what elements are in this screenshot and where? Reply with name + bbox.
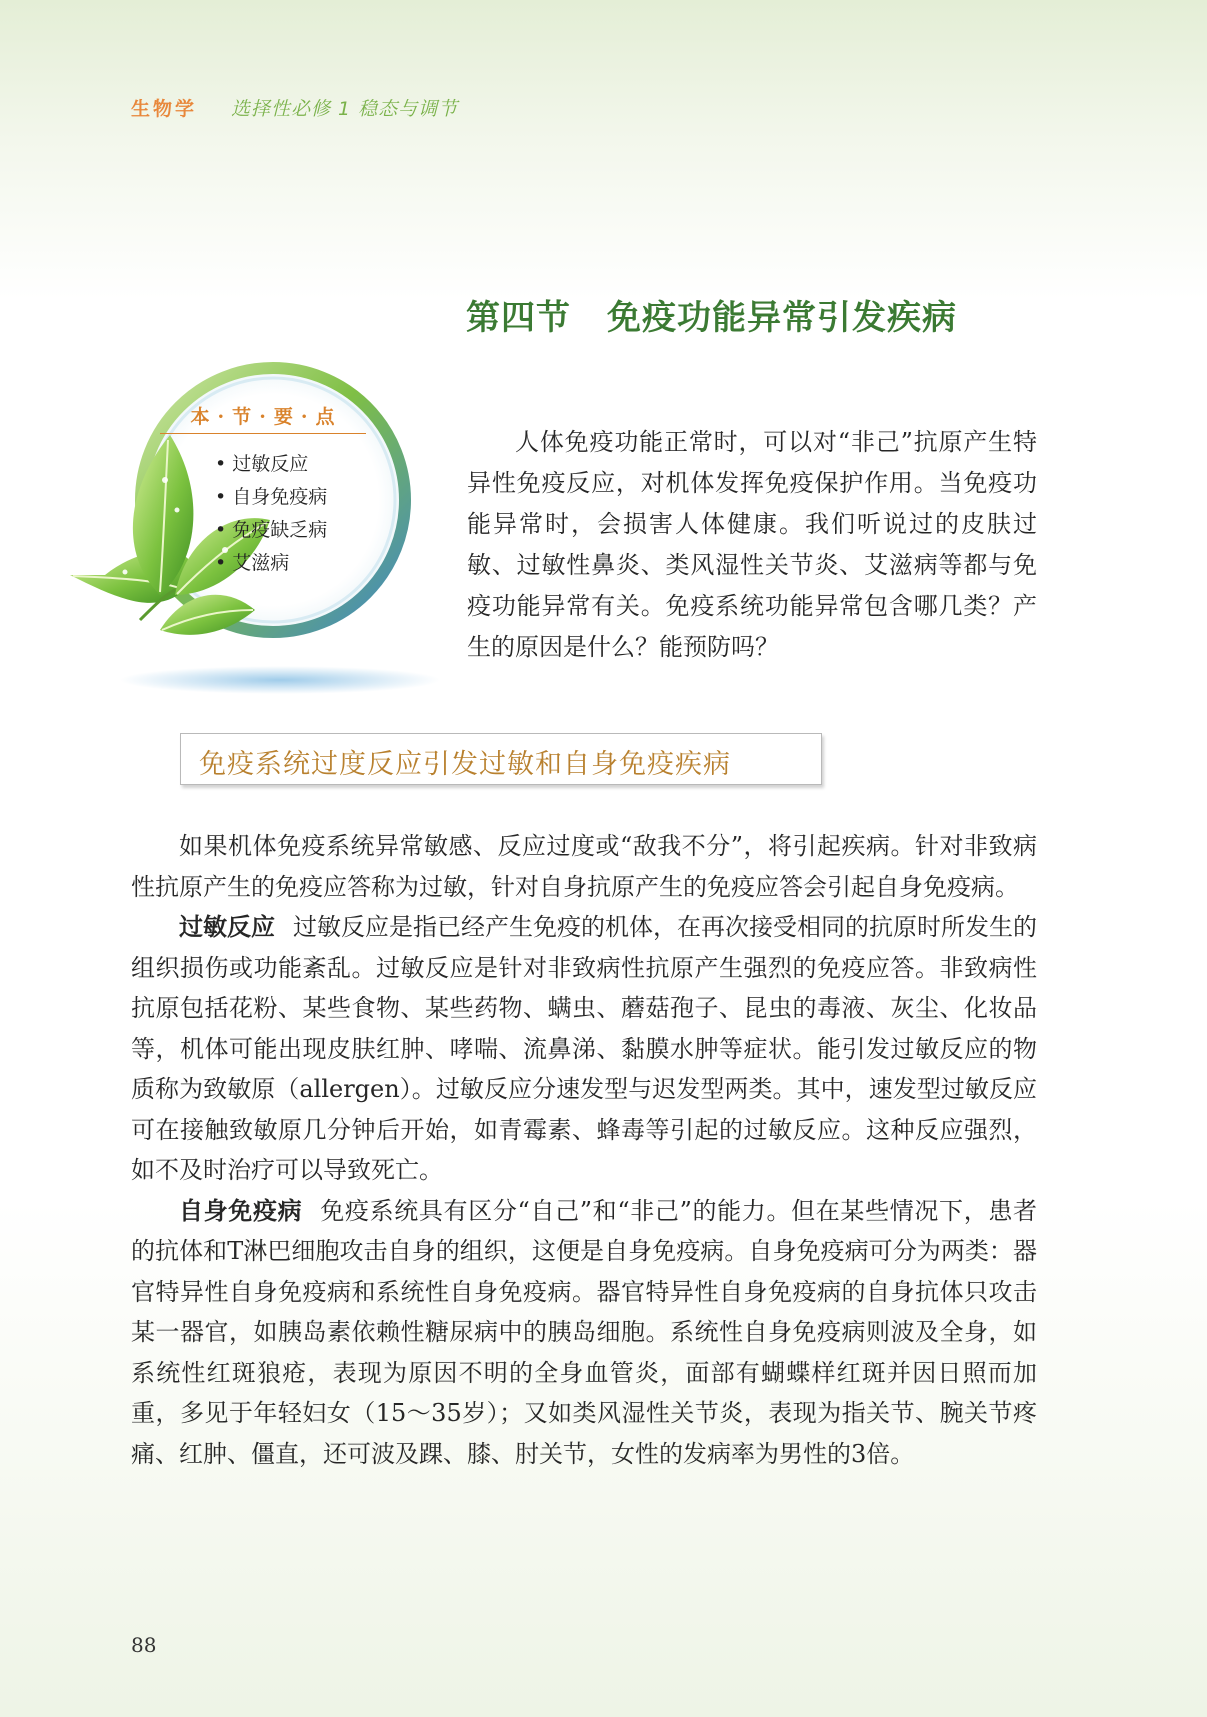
subheading-box	[180, 733, 822, 785]
section-title	[466, 290, 957, 339]
body-paragraph: 过敏反应 过敏反应是指已经产生免疫的机体，在再次接受相同的抗原时所发生的组织损伤或功能紊乱。过敏反应是针对非致病性抗原产生强烈的免疫应答。非致病性抗原包括花粉、某些食物、某些药物、螨虫、蘑菇孢子、昆虫的毒液、灰尘、化妆品等，机体可能出现皮肤红肿、哮喘、流鼻涕、黏膜水肿等症状。能引发过敏反应的物质称为致敏原（allergen）。过敏反应分速发型与迟发型两类。其中，速发型过敏反应可在接触致敏原几分钟后开始，如青霉素、蜂毒等引起的过敏反应。这种反应强烈，如不及时治疗可以导致死亡。	[131, 913, 1037, 1184]
key-point-item: • 过敏反应	[215, 448, 327, 481]
term-autoimmune: 自身免疫病	[179, 1196, 303, 1225]
page-number: 88	[131, 1633, 157, 1657]
body-text	[131, 826, 1037, 1474]
section-number: 第四节	[466, 298, 571, 338]
key-points-heading: 本 · 节 · 要 · 点	[160, 402, 366, 434]
header-subject: 生物学	[131, 98, 198, 120]
running-header	[131, 94, 458, 121]
body-paragraph: 如果机体免疫系统异常敏感、反应过度或“敌我不分”，将引起疾病。针对非致病性抗原产生的免疫应答称为过敏，针对自身抗原产生的免疫应答会引起自身免疫病。	[131, 832, 1037, 901]
term-allergy: 过敏反应	[179, 913, 275, 941]
subheading: 免疫系统过度反应引发过敏和自身免疫疾病	[199, 749, 731, 780]
key-point-item: • 免疫缺乏病	[215, 514, 327, 547]
key-points-list	[215, 448, 327, 580]
key-point-item: • 艾滋病	[215, 547, 327, 580]
intro-paragraph: 人体免疫功能正常时，可以对“非己”抗原产生特异性免疫反应，对机体发挥免疫保护作用。当免疫功能异常时，会损害人体健康。我们听说过的皮肤过敏、过敏性鼻炎、类风湿性关节炎、艾滋病等都与免疫功能异常有关。免疫系统功能异常包含哪几类？产生的原因是什么？能预防吗？	[467, 428, 1037, 661]
body-paragraph: 自身免疫病 免疫系统具有区分“自己”和“非己”的能力。但在某些情况下，患者的抗体和T淋巴细胞攻击自身的组织，这便是自身免疫病。自身免疫病可分为两类：器官特异性自身免疫病和系统性自身免疫病。器官特异性自身免疫病的自身抗体只攻击某一器官，如胰岛素依赖性糖尿病中的胰岛细胞。系统性自身免疫病则波及全身，如系统性红斑狼疮，表现为原因不明的全身血管炎，面部有蝴蝶样红斑并因日照而加重，多见于年轻妇女（15～35岁）；又如类风湿性关节炎，表现为指关节、腕关节疼痛、红肿、僵直，还可波及踝、膝、肘关节，女性的发病率为男性的3倍。	[131, 1196, 1038, 1468]
key-point-item: • 自身免疫病	[215, 481, 327, 514]
section-name: 免疫功能异常引发疾病	[607, 298, 957, 338]
header-book-title: 选择性必修 1 稳态与调节	[231, 98, 459, 120]
